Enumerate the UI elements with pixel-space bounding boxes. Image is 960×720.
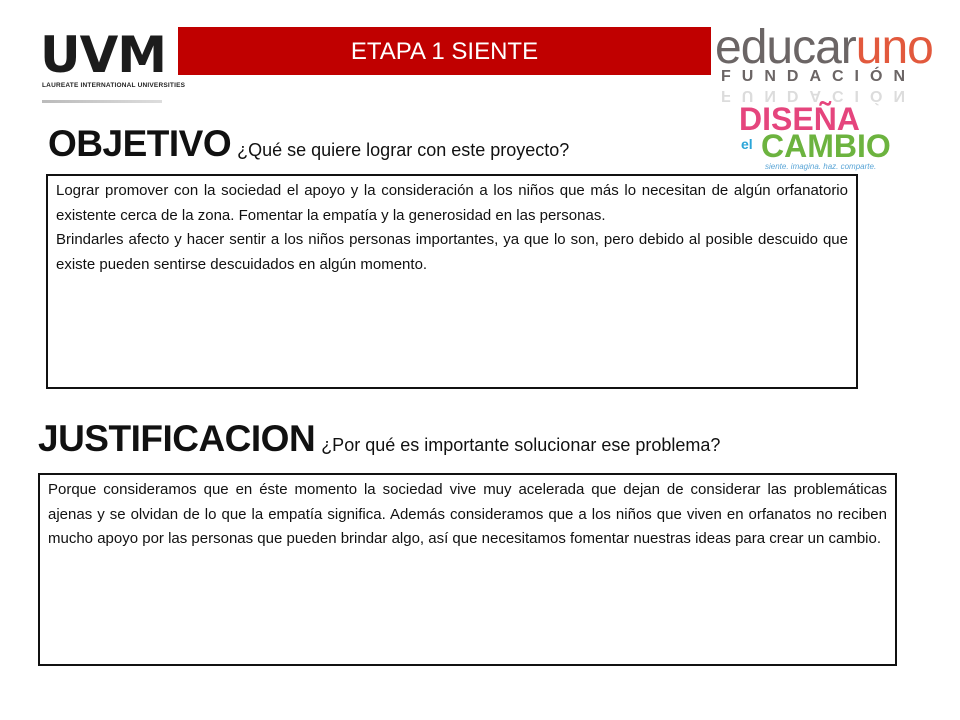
objetivo-heading — [48, 123, 569, 165]
uvm-logo-divider — [42, 100, 162, 103]
educaruno-part-uno: uno — [855, 21, 933, 74]
objetivo-question: ¿Qué se quiere lograr con este proyecto? — [237, 140, 570, 160]
uvm-logo — [40, 26, 186, 110]
justificacion-paragraph-1: Porque consideramos que en éste momento la sociedad vive muy acelerada que dejan de considerar las problemáticas ajenas y se olvidan de lo que la empatía significa. Además consideramos que a los niños que viven en orfanatos no reciben mucho apoyo por las personas que pueden brindar algo, así que necesitamos fomentar nuestras ideas para crear un cambio. — [48, 481, 887, 547]
justificacion-title: JUSTIFICACION — [38, 418, 316, 459]
disena-el-cambio-logo — [735, 100, 915, 178]
stage-banner: ETAPA 1 SIENTE — [178, 27, 711, 75]
objetivo-text-box — [46, 174, 858, 389]
disena-tagline: siente. imagina. haz. comparte. — [765, 162, 877, 171]
justificacion-question: ¿Por qué es importante solucionar ese problema? — [321, 435, 721, 455]
educaruno-part-educar: educar — [715, 21, 856, 74]
uvm-logo-subtitle: LAUREATE INTERNATIONAL UNIVERSITIES — [42, 82, 186, 89]
disena-text: DISEÑA — [739, 101, 860, 137]
uvm-logo-text: UVM — [40, 26, 167, 84]
objetivo-title: OBJETIVO — [48, 123, 232, 164]
el-text: el — [741, 136, 753, 152]
fundacion-label: FUNDACIÓN — [721, 68, 916, 85]
justificacion-text-box — [38, 473, 897, 666]
fundacion-reflection: FUNDACIÓN — [721, 87, 916, 104]
justificacion-heading — [38, 418, 720, 460]
educaruno-wordmark — [715, 22, 933, 74]
cambio-text: CAMBIO — [761, 128, 891, 164]
objetivo-paragraph-2: Brindarles afecto y hacer sentir a los niños personas importantes, ya que lo son, pero debido al posible descuido que existe pueden sentirse descuidados en algún momento. — [56, 231, 848, 273]
objetivo-paragraph-1: Lograr promover con la sociedad el apoyo y la consideración a los niños que más lo necesitan de algún orfanatorio existente cerca de la zona. Fomentar la empatía y la generosidad en las personas. — [56, 182, 848, 224]
educaruno-logo — [713, 22, 943, 112]
